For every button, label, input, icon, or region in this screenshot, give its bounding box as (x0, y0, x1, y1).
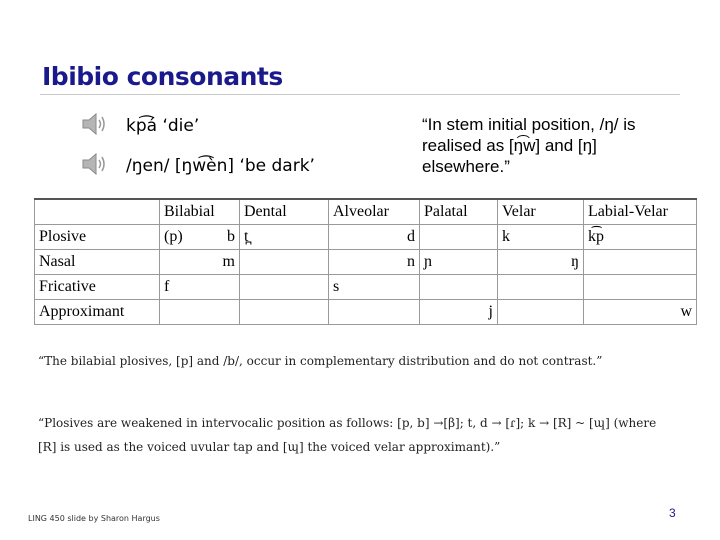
table-corner (35, 199, 160, 225)
table-cell-alveolar (329, 250, 420, 275)
table-cell-dental (240, 250, 329, 275)
table-cell-labial-velar (584, 225, 697, 250)
voiceless-symbol: k (502, 228, 510, 245)
column-header-labial-velar: Labial-Velar (584, 199, 697, 225)
table-cell-velar (498, 225, 584, 250)
table-cell-dental (240, 275, 329, 300)
page-number: 3 (669, 506, 676, 520)
voiceless-symbol: f (164, 278, 170, 295)
row-header-approximant: Approximant (35, 300, 160, 325)
row-header-plosive: Plosive (35, 225, 160, 250)
voiced-symbol: w (680, 303, 692, 320)
table-row (35, 250, 697, 275)
table-row (35, 275, 697, 300)
voiceless-symbol: t̪ (244, 228, 249, 245)
table-cell-dental (240, 300, 329, 325)
voiced-symbol: d (407, 228, 415, 245)
table-cell-alveolar (329, 300, 420, 325)
quote-line: “In stem initial position, /ŋ/ is (422, 115, 636, 134)
table-cell-palatal (420, 275, 498, 300)
table-cell-velar (498, 275, 584, 300)
table-cell-bilabial (160, 250, 240, 275)
example-die: kp͡á ‘die’ (126, 116, 200, 136)
consonant-table (34, 198, 697, 325)
quote-line: realised as [ŋ͡w] and [ŋ] (422, 136, 597, 155)
voiced-symbol: m (222, 253, 235, 270)
table-cell-dental (240, 225, 329, 250)
table-row (35, 300, 697, 325)
column-header-palatal: Palatal (420, 199, 498, 225)
slide-title: Ibibio consonants (42, 62, 283, 91)
table-cell-labial-velar (584, 250, 697, 275)
column-header-velar: Velar (498, 199, 584, 225)
weakening-note-line1: “Plosives are weakened in intervocalic position as follows: [p, b] →[β]; t, d → [ɾ]; k → [R] ~ [ɰ] (where (38, 416, 657, 430)
column-header-dental: Dental (240, 199, 329, 225)
table-cell-palatal (420, 300, 498, 325)
title-divider (40, 94, 680, 95)
table-cell-alveolar (329, 275, 420, 300)
bilabial-note: “The bilabial plosives, [p] and /b/, occur in complementary distribution and do not contrast.” (38, 354, 603, 368)
quote-line: elsewhere.” (422, 157, 510, 176)
speaker-icon[interactable] (80, 112, 108, 136)
row-header-nasal: Nasal (35, 250, 160, 275)
weakening-note-line2: [R] is used as the voiced uvular tap and [ɰ] the voiced velar approximant).” (38, 440, 501, 454)
speaker-icon[interactable] (80, 152, 108, 176)
table-cell-alveolar (329, 225, 420, 250)
column-header-bilabial: Bilabial (160, 199, 240, 225)
voiceless-symbol: k͡p (588, 228, 604, 245)
column-header-alveolar: Alveolar (329, 199, 420, 225)
voiceless-symbol: ɲ (424, 253, 432, 270)
row-header-fricative: Fricative (35, 275, 160, 300)
table-cell-bilabial (160, 300, 240, 325)
example-be-dark: /ŋen/ [ŋw͡èn] ‘be dark’ (126, 156, 315, 176)
table-cell-palatal (420, 225, 498, 250)
table-row (35, 225, 697, 250)
table-cell-labial-velar (584, 275, 697, 300)
table-cell-bilabial (160, 275, 240, 300)
voiced-symbol: n (407, 253, 415, 270)
voiced-symbol: j (488, 303, 493, 320)
voiceless-symbol: s (333, 278, 340, 295)
stem-initial-quote (422, 114, 692, 177)
table-cell-velar (498, 300, 584, 325)
voiceless-symbol: (p) (164, 228, 183, 245)
table-cell-bilabial (160, 225, 240, 250)
table-cell-velar (498, 250, 584, 275)
table-header-row (35, 199, 697, 225)
table-cell-palatal (420, 250, 498, 275)
slide-footer: LING 450 slide by Sharon Hargus (28, 514, 160, 523)
voiced-symbol: ŋ (571, 253, 579, 270)
voiced-symbol: b (227, 228, 235, 245)
table-cell-labial-velar (584, 300, 697, 325)
